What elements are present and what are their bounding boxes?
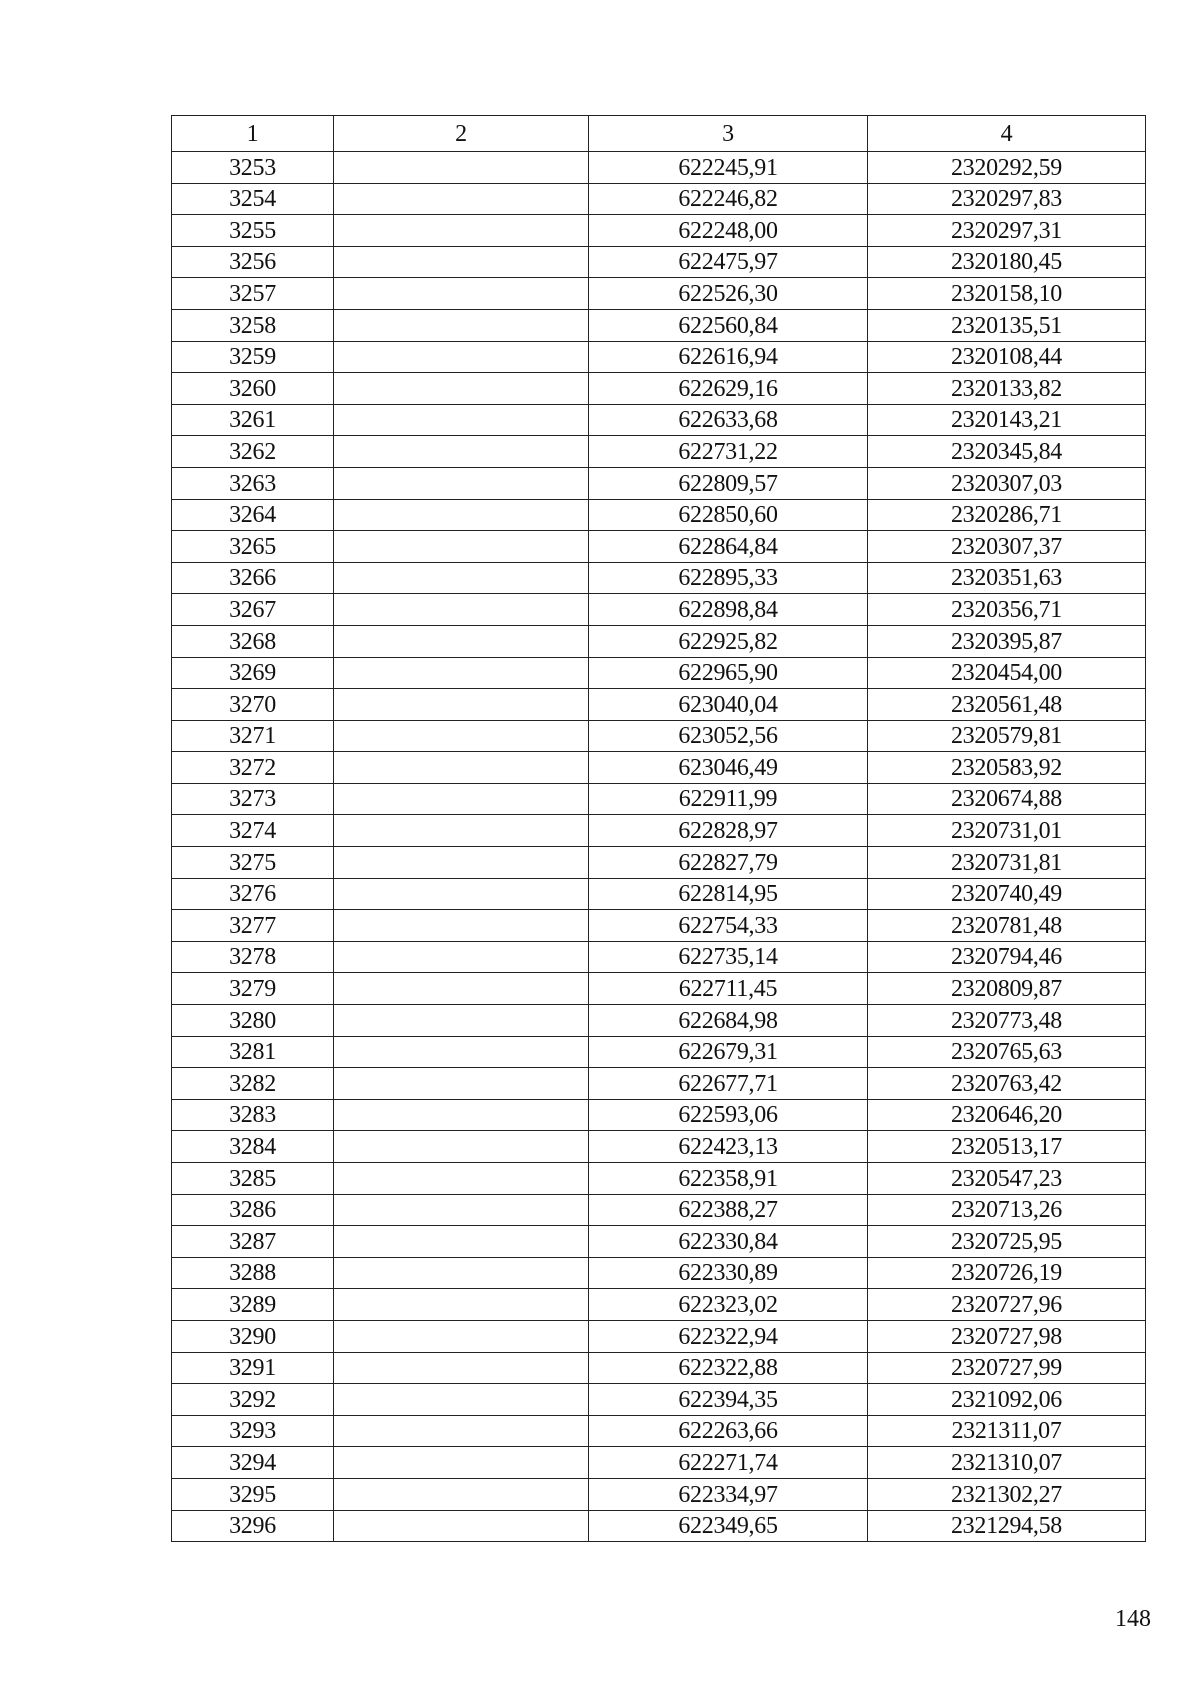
point-number-cell: 3295 [172,1478,334,1510]
y-coordinate-cell: 2320454,00 [868,657,1146,689]
x-coordinate-cell: 622864,84 [589,531,868,563]
column-2-cell [334,404,589,436]
x-coordinate-cell: 622679,31 [589,1036,868,1068]
point-number-cell: 3257 [172,278,334,310]
table-row [172,973,1146,1005]
point-number-cell: 3278 [172,941,334,973]
y-coordinate-cell: 2321092,06 [868,1384,1146,1416]
column-2-cell [334,752,589,784]
table-row [172,1352,1146,1384]
table-row [172,373,1146,405]
table-row [172,309,1146,341]
table-row [172,1036,1146,1068]
y-coordinate-cell: 2320727,98 [868,1320,1146,1352]
x-coordinate-cell: 622593,06 [589,1099,868,1131]
table-row [172,1415,1146,1447]
point-number-cell: 3262 [172,436,334,468]
y-coordinate-cell: 2320809,87 [868,973,1146,1005]
x-coordinate-cell: 622271,74 [589,1447,868,1479]
table-row [172,215,1146,247]
column-header: 4 [868,116,1146,152]
x-coordinate-cell: 622633,68 [589,404,868,436]
point-number-cell: 3282 [172,1068,334,1100]
point-number-cell: 3292 [172,1384,334,1416]
x-coordinate-cell: 622616,94 [589,341,868,373]
table-row [172,720,1146,752]
x-coordinate-cell: 622827,79 [589,847,868,879]
table-row [172,910,1146,942]
table-row [172,847,1146,879]
table-row [172,1163,1146,1195]
table-body [172,152,1146,1542]
table-row [172,1131,1146,1163]
point-number-cell: 3271 [172,720,334,752]
column-2-cell [334,1510,589,1542]
x-coordinate-cell: 622394,35 [589,1384,868,1416]
y-coordinate-cell: 2321302,27 [868,1478,1146,1510]
point-number-cell: 3267 [172,594,334,626]
y-coordinate-cell: 2320307,03 [868,467,1146,499]
x-coordinate-cell: 622684,98 [589,1005,868,1037]
y-coordinate-cell: 2320345,84 [868,436,1146,468]
table-row [172,1510,1146,1542]
column-2-cell [334,499,589,531]
column-2-cell [334,1068,589,1100]
y-coordinate-cell: 2320297,83 [868,183,1146,215]
point-number-cell: 3264 [172,499,334,531]
column-2-cell [334,1352,589,1384]
y-coordinate-cell: 2320713,26 [868,1194,1146,1226]
x-coordinate-cell: 622731,22 [589,436,868,468]
column-2-cell [334,783,589,815]
point-number-cell: 3260 [172,373,334,405]
x-coordinate-cell: 622358,91 [589,1163,868,1195]
x-coordinate-cell: 622711,45 [589,973,868,1005]
column-2-cell [334,246,589,278]
x-coordinate-cell: 622925,82 [589,625,868,657]
y-coordinate-cell: 2320180,45 [868,246,1146,278]
x-coordinate-cell: 622911,99 [589,783,868,815]
table-row [172,404,1146,436]
table-row [172,625,1146,657]
table-row [172,783,1146,815]
point-number-cell: 3286 [172,1194,334,1226]
x-coordinate-cell: 623046,49 [589,752,868,784]
column-2-cell [334,467,589,499]
point-number-cell: 3258 [172,309,334,341]
column-2-cell [334,152,589,184]
point-number-cell: 3287 [172,1226,334,1258]
table-row [172,562,1146,594]
point-number-cell: 3259 [172,341,334,373]
x-coordinate-cell: 622828,97 [589,815,868,847]
x-coordinate-cell: 622850,60 [589,499,868,531]
table-row [172,531,1146,563]
point-number-cell: 3261 [172,404,334,436]
x-coordinate-cell: 622735,14 [589,941,868,973]
x-coordinate-cell: 622629,16 [589,373,868,405]
column-header: 3 [589,116,868,152]
column-header: 1 [172,116,334,152]
column-2-cell [334,1005,589,1037]
y-coordinate-cell: 2321311,07 [868,1415,1146,1447]
table-row [172,1005,1146,1037]
point-number-cell: 3290 [172,1320,334,1352]
table-row [172,436,1146,468]
page-number: 148 [1115,1606,1151,1632]
x-coordinate-cell: 622334,97 [589,1478,868,1510]
point-number-cell: 3275 [172,847,334,879]
x-coordinate-cell: 622965,90 [589,657,868,689]
point-number-cell: 3280 [172,1005,334,1037]
point-number-cell: 3274 [172,815,334,847]
point-number-cell: 3268 [172,625,334,657]
y-coordinate-cell: 2320727,96 [868,1289,1146,1321]
coordinates-table [171,115,1146,1542]
column-2-cell [334,1036,589,1068]
point-number-cell: 3273 [172,783,334,815]
y-coordinate-cell: 2320561,48 [868,689,1146,721]
point-number-cell: 3269 [172,657,334,689]
table-row [172,341,1146,373]
point-number-cell: 3254 [172,183,334,215]
table-row [172,1257,1146,1289]
point-number-cell: 3276 [172,878,334,910]
x-coordinate-cell: 622263,66 [589,1415,868,1447]
column-2-cell [334,1099,589,1131]
y-coordinate-cell: 2320547,23 [868,1163,1146,1195]
column-2-cell [334,215,589,247]
x-coordinate-cell: 622677,71 [589,1068,868,1100]
column-2-cell [334,531,589,563]
column-2-cell [334,1289,589,1321]
table-row [172,183,1146,215]
column-2-cell [334,309,589,341]
column-2-cell [334,1257,589,1289]
column-2-cell [334,341,589,373]
table-row [172,689,1146,721]
column-2-cell [334,815,589,847]
y-coordinate-cell: 2320292,59 [868,152,1146,184]
x-coordinate-cell: 622526,30 [589,278,868,310]
y-coordinate-cell: 2320297,31 [868,215,1146,247]
y-coordinate-cell: 2321294,58 [868,1510,1146,1542]
y-coordinate-cell: 2320794,46 [868,941,1146,973]
y-coordinate-cell: 2320579,81 [868,720,1146,752]
point-number-cell: 3255 [172,215,334,247]
x-coordinate-cell: 622330,84 [589,1226,868,1258]
x-coordinate-cell: 622809,57 [589,467,868,499]
column-2-cell [334,1320,589,1352]
point-number-cell: 3272 [172,752,334,784]
point-number-cell: 3289 [172,1289,334,1321]
table-row [172,1194,1146,1226]
x-coordinate-cell: 622895,33 [589,562,868,594]
y-coordinate-cell: 2320133,82 [868,373,1146,405]
column-2-cell [334,657,589,689]
table-row [172,152,1146,184]
x-coordinate-cell: 622475,97 [589,246,868,278]
column-2-cell [334,878,589,910]
table-row [172,467,1146,499]
y-coordinate-cell: 2320351,63 [868,562,1146,594]
x-coordinate-cell: 622388,27 [589,1194,868,1226]
y-coordinate-cell: 2320773,48 [868,1005,1146,1037]
column-2-cell [334,278,589,310]
table-row [172,246,1146,278]
y-coordinate-cell: 2320731,01 [868,815,1146,847]
column-2-cell [334,720,589,752]
column-2-cell [334,1478,589,1510]
point-number-cell: 3266 [172,562,334,594]
table-row [172,278,1146,310]
point-number-cell: 3253 [172,152,334,184]
column-2-cell [334,1226,589,1258]
column-2-cell [334,1415,589,1447]
y-coordinate-cell: 2320763,42 [868,1068,1146,1100]
table-row [172,941,1146,973]
x-coordinate-cell: 622898,84 [589,594,868,626]
column-2-cell [334,562,589,594]
y-coordinate-cell: 2320765,63 [868,1036,1146,1068]
y-coordinate-cell: 2320740,49 [868,878,1146,910]
point-number-cell: 3291 [172,1352,334,1384]
x-coordinate-cell: 622322,88 [589,1352,868,1384]
column-2-cell [334,625,589,657]
point-number-cell: 3279 [172,973,334,1005]
table-row [172,1099,1146,1131]
point-number-cell: 3256 [172,246,334,278]
column-2-cell [334,973,589,1005]
column-2-cell [334,941,589,973]
table-row [172,1320,1146,1352]
y-coordinate-cell: 2320395,87 [868,625,1146,657]
y-coordinate-cell: 2320646,20 [868,1099,1146,1131]
table-row [172,657,1146,689]
header-row [172,116,1146,152]
point-number-cell: 3263 [172,467,334,499]
x-coordinate-cell: 622246,82 [589,183,868,215]
y-coordinate-cell: 2320158,10 [868,278,1146,310]
x-coordinate-cell: 622423,13 [589,1131,868,1163]
y-coordinate-cell: 2320726,19 [868,1257,1146,1289]
y-coordinate-cell: 2320108,44 [868,341,1146,373]
column-2-cell [334,436,589,468]
table-row [172,499,1146,531]
column-2-cell [334,1194,589,1226]
point-number-cell: 3285 [172,1163,334,1195]
x-coordinate-cell: 622323,02 [589,1289,868,1321]
y-coordinate-cell: 2320143,21 [868,404,1146,436]
point-number-cell: 3281 [172,1036,334,1068]
point-number-cell: 3277 [172,910,334,942]
y-coordinate-cell: 2320513,17 [868,1131,1146,1163]
y-coordinate-cell: 2320286,71 [868,499,1146,531]
column-2-cell [334,689,589,721]
table-row [172,878,1146,910]
column-2-cell [334,1131,589,1163]
y-coordinate-cell: 2320727,99 [868,1352,1146,1384]
column-2-cell [334,847,589,879]
y-coordinate-cell: 2320583,92 [868,752,1146,784]
y-coordinate-cell: 2320674,88 [868,783,1146,815]
point-number-cell: 3296 [172,1510,334,1542]
y-coordinate-cell: 2320781,48 [868,910,1146,942]
table-row [172,1384,1146,1416]
point-number-cell: 3293 [172,1415,334,1447]
x-coordinate-cell: 622560,84 [589,309,868,341]
table-row [172,1447,1146,1479]
x-coordinate-cell: 623040,04 [589,689,868,721]
table-row [172,752,1146,784]
column-header: 2 [334,116,589,152]
x-coordinate-cell: 622814,95 [589,878,868,910]
point-number-cell: 3294 [172,1447,334,1479]
x-coordinate-cell: 622322,94 [589,1320,868,1352]
point-number-cell: 3283 [172,1099,334,1131]
column-2-cell [334,183,589,215]
table-header [172,116,1146,152]
y-coordinate-cell: 2320725,95 [868,1226,1146,1258]
x-coordinate-cell: 622349,65 [589,1510,868,1542]
table-row [172,594,1146,626]
column-2-cell [334,1447,589,1479]
column-2-cell [334,1163,589,1195]
point-number-cell: 3270 [172,689,334,721]
point-number-cell: 3265 [172,531,334,563]
table-row [172,1478,1146,1510]
column-2-cell [334,910,589,942]
table-row [172,1289,1146,1321]
x-coordinate-cell: 622248,00 [589,215,868,247]
point-number-cell: 3288 [172,1257,334,1289]
table-row [172,1068,1146,1100]
x-coordinate-cell: 623052,56 [589,720,868,752]
x-coordinate-cell: 622245,91 [589,152,868,184]
table-row [172,815,1146,847]
table-row [172,1226,1146,1258]
x-coordinate-cell: 622754,33 [589,910,868,942]
column-2-cell [334,594,589,626]
x-coordinate-cell: 622330,89 [589,1257,868,1289]
y-coordinate-cell: 2321310,07 [868,1447,1146,1479]
y-coordinate-cell: 2320135,51 [868,309,1146,341]
y-coordinate-cell: 2320731,81 [868,847,1146,879]
y-coordinate-cell: 2320356,71 [868,594,1146,626]
column-2-cell [334,373,589,405]
column-2-cell [334,1384,589,1416]
point-number-cell: 3284 [172,1131,334,1163]
y-coordinate-cell: 2320307,37 [868,531,1146,563]
